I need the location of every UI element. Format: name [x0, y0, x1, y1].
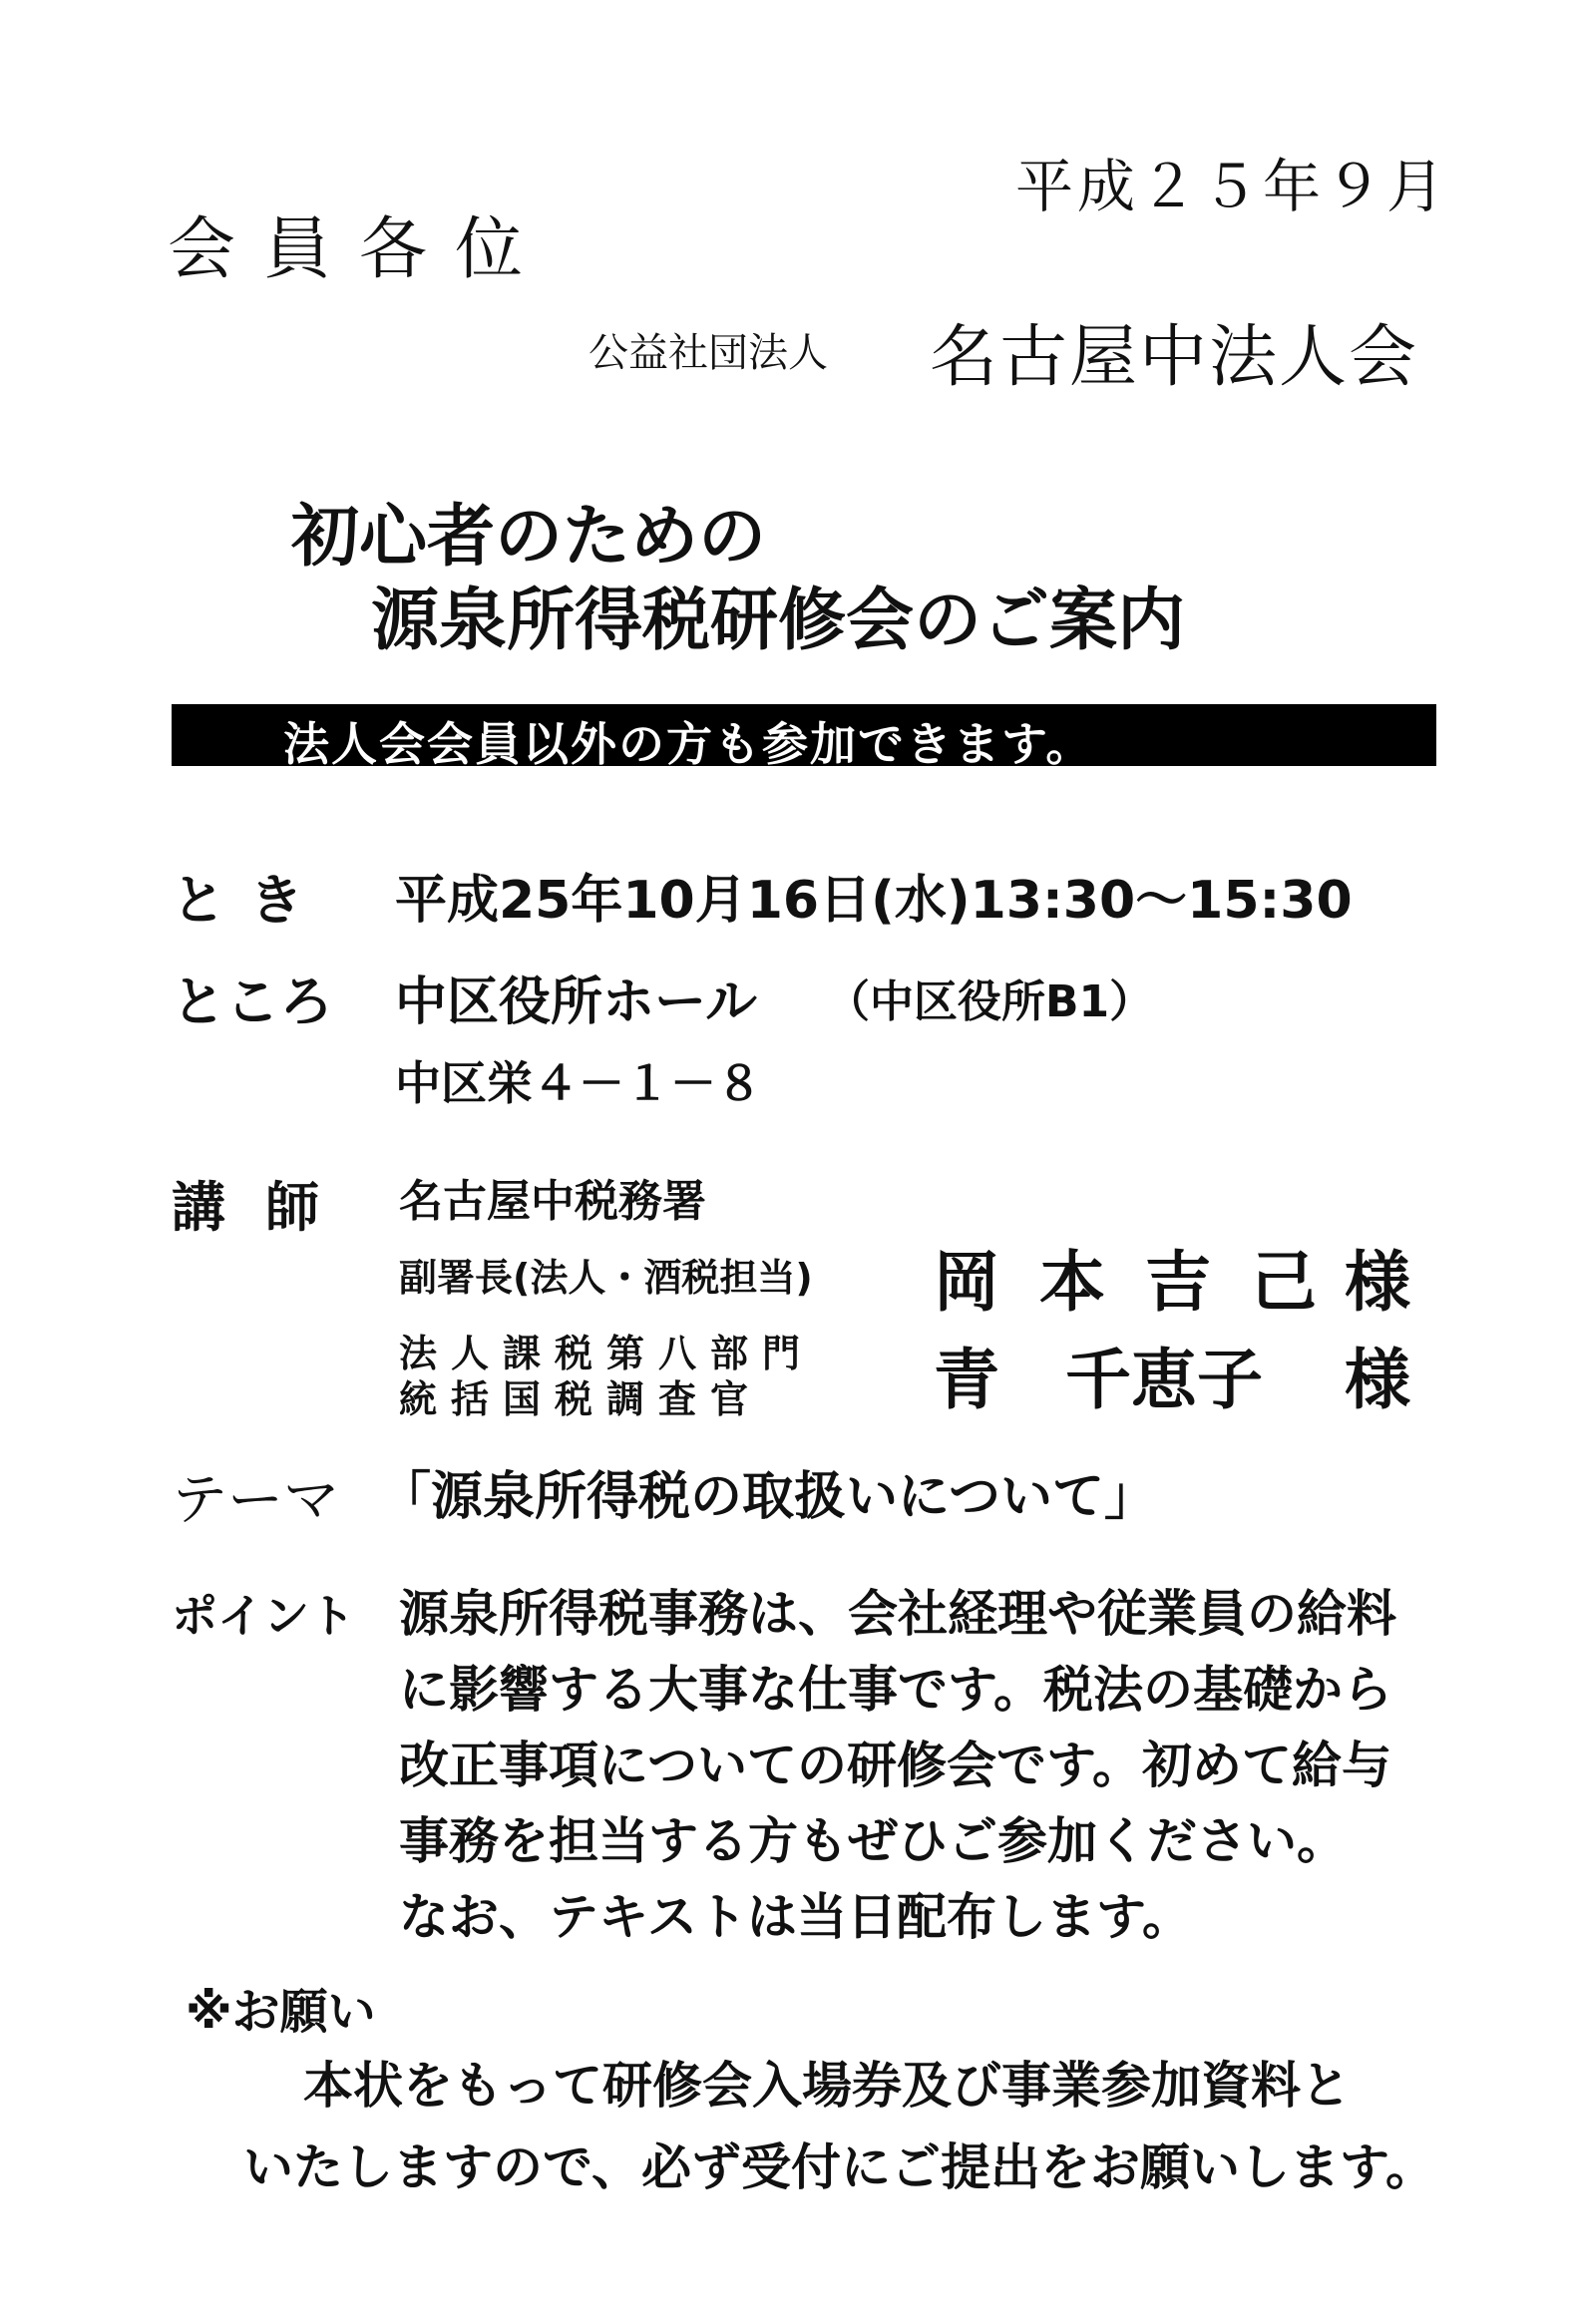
lecturer-1-title: 副署長(法人・酒税担当) — [399, 1256, 813, 1300]
where-address: 中区栄４－１－８ — [395, 1056, 762, 1110]
when-label: とき — [172, 869, 327, 932]
lecturer-1-name: 岡本吉己 — [934, 1243, 1357, 1321]
theme-label: テーマ — [172, 1468, 339, 1533]
lecturer-2-name: 青 千恵子 — [934, 1341, 1263, 1418]
where-label: ところ — [172, 970, 333, 1033]
lecturer-office: 名古屋中税務署 — [399, 1176, 706, 1227]
point-line: 源泉所得税事務は、会社経理や従業員の給料 — [399, 1585, 1396, 1643]
when-value: 平成25年10月16日(水)13:30〜15:30 — [395, 871, 1353, 931]
lecturer-2-title-line-1: 法人課税第八部門 — [399, 1332, 815, 1375]
lecturer-2-honorific: 様 — [1345, 1341, 1410, 1418]
organization-type: 公益社団法人 — [589, 330, 828, 376]
request-text — [243, 2045, 1480, 2208]
lecturer-label: 講師 — [172, 1176, 359, 1239]
lecturer-1-honorific: 様 — [1345, 1243, 1410, 1321]
request-line: いたしますので、必ず受付にご提出をお願いします。 — [243, 2138, 1435, 2196]
addressee: 会員各位 — [168, 210, 552, 289]
point-text — [399, 1576, 1456, 1955]
lecturer-2-title-line-2: 統括国税調査官 — [399, 1377, 763, 1421]
request-label: ※お願い — [186, 1984, 376, 2040]
document-title-line-1: 初心者のための — [291, 498, 767, 577]
document-title-line-2: 源泉所得税研修会のご案内 — [371, 581, 1186, 660]
point-line: 改正事項についての研修会です。初めて給与 — [399, 1737, 1391, 1794]
point-line: 事務を担当する方もぜひご参加ください。 — [399, 1812, 1347, 1870]
request-line: 本状をもって研修会入場券及び事業参加資料と — [303, 2057, 1351, 2115]
point-label: ポイント — [172, 1589, 355, 1643]
where-venue-note: （中区役所B1） — [826, 976, 1154, 1027]
point-line: なお、テキストは当日配布します。 — [399, 1888, 1192, 1946]
issue-date: 平成２５年９月 — [1015, 153, 1449, 220]
theme-value: 「源泉所得税の取扱いについて」 — [379, 1467, 1156, 1527]
organization-name: 名古屋中法人会 — [930, 318, 1419, 397]
point-line: に影響する大事な仕事です。税法の基礎から — [399, 1661, 1392, 1719]
where-venue: 中区役所ホール — [395, 972, 757, 1032]
eligibility-banner-text: 法人会会員以外の方も参加できます。 — [283, 717, 1094, 771]
eligibility-banner — [172, 704, 1436, 771]
